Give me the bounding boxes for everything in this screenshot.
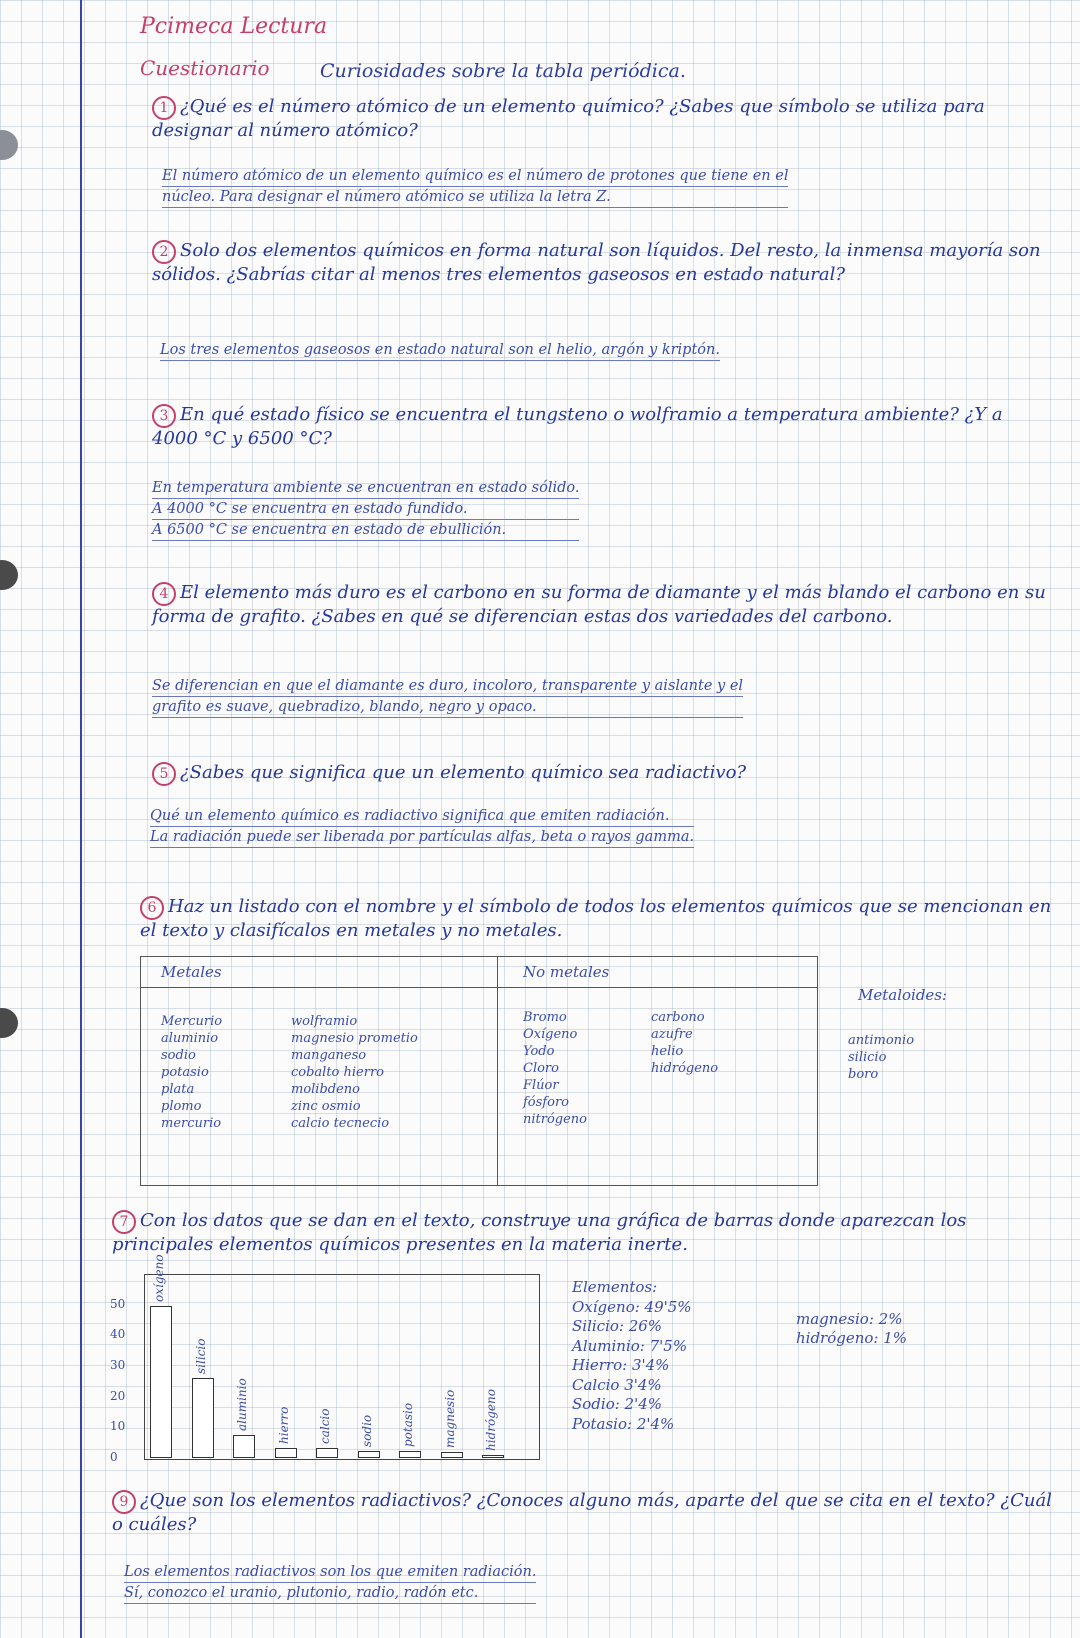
y-tick-label: 50	[110, 1296, 126, 1311]
metaloides-header: Metaloides:	[858, 986, 948, 1004]
element-cell: Oxígeno	[523, 1027, 578, 1042]
answer-line: En temperatura ambiente se encuentran en estado sólido.	[152, 478, 579, 499]
bar-chart	[110, 1254, 540, 1464]
element-cell: sodio	[161, 1048, 196, 1063]
answer-line: A 4000 °C se encuentra en estado fundido.	[152, 499, 579, 520]
bar-label: silicio	[193, 1338, 208, 1375]
legend-item: Aluminio: 7'5%	[572, 1336, 688, 1355]
bar-label: potasio	[401, 1402, 415, 1447]
question-4	[152, 582, 1052, 628]
answer-line: A 6500 °C se encuentra en estado de ebullición.	[152, 520, 579, 541]
binder-hole	[0, 560, 18, 590]
element-cell: zinc osmio	[291, 1099, 361, 1114]
binder-hole	[0, 1008, 18, 1038]
bar-aluminio	[233, 1435, 255, 1458]
legend-item: magnesio: 2%	[796, 1310, 903, 1328]
legend-item: Sodio: 2'4%	[572, 1395, 663, 1413]
legend-item: Potasio: 2'4%	[572, 1414, 675, 1433]
y-tick-label: 20	[110, 1388, 126, 1403]
answer-line: grafito es suave, quebradizo, blando, negro y opaco.	[152, 697, 743, 718]
bar-calcio	[316, 1448, 338, 1458]
element-cell: plata	[161, 1082, 195, 1097]
legend-item: hidrógeno: 1%	[796, 1329, 908, 1347]
question-number: 4	[152, 582, 176, 606]
bar-oxígeno	[150, 1306, 172, 1458]
question-number: 6	[140, 896, 164, 920]
bar-label: sodio	[359, 1414, 374, 1447]
page-title: Pcimeca Lectura	[140, 14, 328, 39]
bar-label: aluminio	[235, 1378, 249, 1431]
question-number: 3	[152, 404, 176, 428]
element-cell: potasio	[161, 1065, 209, 1080]
bar-hidrógeno	[482, 1455, 504, 1458]
bar-label: oxígeno	[152, 1254, 166, 1303]
chart-legend	[572, 1278, 692, 1434]
metaloides-col	[848, 1032, 914, 1083]
element-cell: Mercurio	[161, 1014, 223, 1029]
answer-9	[124, 1562, 536, 1604]
bar-label: magnesio	[442, 1389, 457, 1448]
element-cell: azufre	[651, 1027, 693, 1042]
subtitle-left: Cuestionario	[140, 56, 270, 80]
chart-legend-right	[796, 1310, 907, 1348]
answer-5	[150, 806, 694, 848]
legend-header: Elementos:	[572, 1278, 658, 1296]
y-tick-label: 40	[110, 1327, 126, 1342]
legend-item: Calcio 3'4%	[572, 1375, 662, 1394]
bar-hierro	[275, 1448, 297, 1458]
question-2	[152, 240, 1042, 286]
question-number: 2	[152, 240, 176, 264]
question-number: 7	[112, 1210, 136, 1234]
element-cell: mercurio	[161, 1116, 222, 1131]
legend-item: Oxígeno: 49'5%	[572, 1297, 692, 1316]
answer-line: Los elementos radiactivos son los que emiten radiación.	[124, 1562, 536, 1583]
metales-col-2	[291, 1013, 418, 1132]
element-cell: helio	[651, 1044, 684, 1059]
question-3	[152, 404, 1032, 450]
element-cell: plomo	[161, 1099, 202, 1114]
answer-1	[162, 166, 788, 208]
no-metales-header: No metales	[523, 963, 610, 981]
element-cell: Flúor	[523, 1078, 559, 1093]
element-cell: carbono	[651, 1010, 705, 1025]
question-9	[112, 1490, 1062, 1536]
legend-item: Silicio: 26%	[572, 1317, 663, 1335]
y-tick-label: 0	[110, 1450, 118, 1464]
answer-3	[152, 478, 579, 541]
bar-silicio	[192, 1378, 214, 1458]
no-metales-col-2	[651, 1009, 718, 1077]
legend-item: Hierro: 3'4%	[572, 1356, 670, 1374]
element-cell: manganeso	[291, 1048, 367, 1063]
question-6	[140, 896, 1060, 942]
binder-hole	[0, 130, 18, 160]
element-table	[140, 956, 818, 1186]
answer-line: Se diferencian en que el diamante es duro, incoloro, transparente y aislante y el	[152, 676, 743, 697]
question-text: ¿Qué es el número atómico de un elemento químico? ¿Sabes que símbolo se utiliza para designar al número atómico?	[152, 96, 985, 141]
element-cell: magnesio prometio	[291, 1031, 418, 1046]
metales-header: Metales	[161, 963, 222, 981]
answer-line: Qué un elemento químico es radiactivo significa que emiten radiación.	[150, 806, 694, 827]
question-text: ¿Que son los elementos radiactivos? ¿Conoces alguno más, aparte del que se cita en el texto? ¿Cuál o cuáles?	[112, 1490, 1052, 1535]
bar-label: hidrógeno	[484, 1388, 498, 1451]
element-cell: Cloro	[523, 1061, 559, 1076]
answer-line: Sí, conozco el uranio, plutonio, radio, radón etc.	[124, 1583, 536, 1604]
metales-col-1	[161, 1013, 222, 1132]
question-text: Haz un listado con el nombre y el símbolo de todos los elementos químicos que se mencionan en el texto y clasifícalos en metales y no metales.	[140, 896, 1052, 941]
y-tick-label: 10	[110, 1419, 126, 1434]
answer-4	[152, 676, 743, 718]
question-text: En qué estado físico se encuentra el tungsteno o wolframio a temperatura ambiente? ¿Y a 4000 °C y 6500 °C?	[152, 404, 1003, 449]
answer-line: Los tres elementos gaseosos en estado natural son el helio, argón y kriptón.	[160, 340, 720, 361]
element-cell: molibdeno	[291, 1082, 361, 1097]
subtitle-right: Curiosidades sobre la tabla periódica.	[320, 60, 686, 82]
element-cell: boro	[848, 1067, 879, 1082]
question-7	[112, 1210, 1062, 1256]
question-text: El elemento más duro es el carbono en su forma de diamante y el más blando el carbono en su forma de grafito. ¿Sabes en qué se diferencian estas dos variedades del carbono.	[152, 582, 1046, 627]
no-metales-col-1	[523, 1009, 587, 1128]
bar-potasio	[399, 1451, 421, 1458]
bar-magnesio	[441, 1452, 463, 1458]
element-cell: aluminio	[161, 1031, 219, 1046]
y-tick-label: 30	[110, 1358, 126, 1372]
bar-label: calcio	[318, 1408, 332, 1444]
answer-line: núcleo. Para designar el número atómico se utiliza la letra Z.	[162, 187, 788, 208]
question-text: ¿Sabes que significa que un elemento químico sea radiactivo?	[180, 762, 747, 783]
answer-line: El número atómico de un elemento químico es el número de protones que tiene en el	[162, 166, 788, 187]
element-cell: Yodo	[523, 1044, 555, 1059]
element-cell: cobalto hierro	[291, 1065, 384, 1080]
element-cell: wolframio	[291, 1014, 358, 1029]
question-number: 1	[152, 96, 176, 120]
question-5	[152, 762, 1032, 786]
bar-sodio	[358, 1451, 380, 1458]
bar-label: hierro	[276, 1406, 291, 1444]
answer-2	[160, 340, 720, 361]
element-cell: nitrógeno	[523, 1112, 588, 1127]
element-cell: antimonio	[848, 1033, 915, 1048]
question-text: Con los datos que se dan en el texto, construye una gráfica de barras donde aparezcan los principales elementos químicos presentes en la materia inerte.	[112, 1210, 967, 1255]
element-cell: hidrógeno	[651, 1061, 719, 1076]
question-text: Solo dos elementos químicos en forma natural son líquidos. Del resto, la inmensa mayoría son sólidos. ¿Sabrías citar al menos tres elementos gaseosos en estado natural?	[152, 240, 1041, 285]
element-cell: calcio tecnecio	[291, 1116, 390, 1131]
element-cell: fósforo	[523, 1095, 569, 1110]
answer-line: La radiación puede ser liberada por partículas alfas, beta o rayos gamma.	[150, 827, 694, 848]
question-number: 9	[112, 1490, 136, 1514]
element-cell: Bromo	[523, 1010, 567, 1025]
question-1	[152, 96, 1042, 142]
element-cell: silicio	[848, 1050, 887, 1065]
margin-line	[80, 0, 82, 1638]
question-number: 5	[152, 762, 176, 786]
